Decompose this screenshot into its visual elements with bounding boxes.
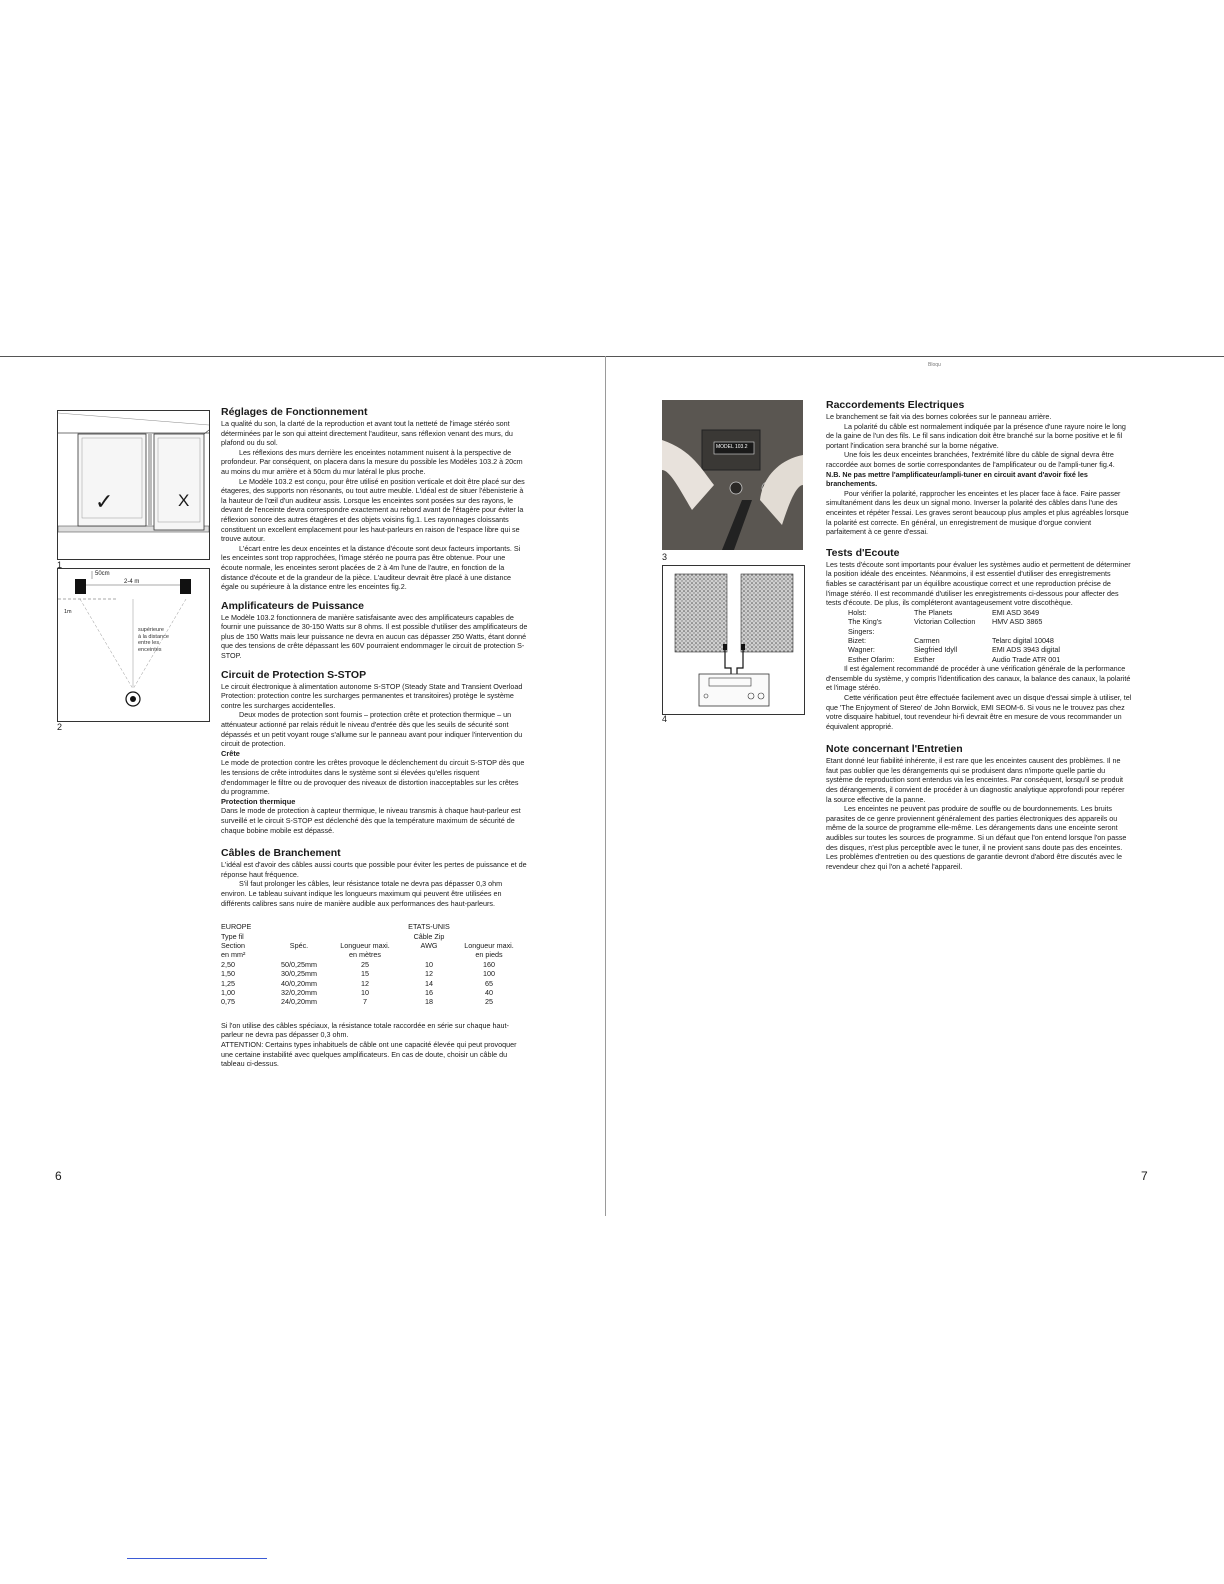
table-row: Esther Ofarim: Esther Audio Trade ATR 001 <box>848 654 1061 664</box>
paragraph: Le mode de protection contre les crêtes provoque le déclenchement du circuit S-STOP dès que les tensions de crête introduites dans le système sont si élevées qu'elles risquent d'endommager le filtre ou de provoquer des niveaux de distortion inacceptables sur les crêtes du programme. <box>221 758 525 797</box>
distance-note: supérieure à la distance entre les enceintes <box>138 627 169 653</box>
paragraph: Les enceintes ne peuvent pas produire de souffle ou de bourdonnements. Les bruits parasites de ce genre proviennent généralement des parties électroniques des appareils ou même de la source de programme elle-même. Les dérangements dans une enceinte seront audibles sur toutes les sources de programme. Si un défaut que l'on entend lorsque l'on passe des disques, n'est plus perceptible avec le tuner, il ne provient sans doute pas des enceintes. Les problèmes d'entretien ou des questions de garantie devront d'abord être discutés avec le revendeur chez qui l'on a acheté l'appareil. <box>826 804 1127 871</box>
section-title-raccordements: Raccordements Electriques <box>826 399 965 411</box>
table-row: The King's Singers: Victorian Collection HMV ASD 3865 <box>848 617 1043 636</box>
wiring-diagram <box>663 566 804 714</box>
paragraph: La polarité du câble est normalement indiquée par la présence d'une rayure noire le long de la gaine de l'un des fils. Le fil sans indication doit être branché sur la borne positive et le fil portant l'indication sera branché sur la borne négative. <box>826 421 1126 450</box>
table-row: 1,50 30/0,25mm 15 12 100 <box>221 969 495 979</box>
paragraph: Une fois les deux enceintes branchées, l'extrémité libre du câble de signal devra être raccordée aux bornes de sortie correspondantes de l'amplificateur ou de l'ampli-tuner fig.4. <box>826 450 1115 469</box>
paragraph: Le circuit électronique à alimentation autonome S-STOP (Steady State and Transient Overload Protection: protection contre les surcharges permanentes et transitoires) protège le système contre les surcharges accidentelles. <box>221 681 523 710</box>
table-row: 1,25 40/0,20mm 12 14 65 <box>221 978 493 988</box>
dim-1m: 1m <box>64 609 72 615</box>
top-mark: Bloqu <box>928 362 941 368</box>
table-row: Holst: The Planets EMI ASD 3649 <box>848 607 1040 617</box>
paragraph: Pour vérifier la polarité, rapprocher les enceintes et les placer face à face. Faire passer simultanément dans les deux un signal mono. Inverser la polarité des câbles dans l'une des enceintes et répéter l'essai. Les graves seront beaucoup plus amples et plus agréables lorsque la polarité est correcte. En général, un enregistrement de musique d'orgue convient parfaitement à ce genre d'essai. <box>826 488 1129 537</box>
model-plate: MODEL 103.2 <box>716 444 748 450</box>
subheading-crete: Crête <box>221 748 240 758</box>
dim-50cm: 50cm <box>95 571 110 577</box>
paragraph: Le Modèle 103.2 est conçu, pour être utilisé en position verticale et doit être placé sur des étageres, des supports non résonants, ou tout autre meuble. L'idéal est de situer l'ébenisterie à la hauteur de l'œil d'un auditeur assis. Lorsque les enceintes sont posées sur des rayons, le devant de l'enceinte devra correspondre exactement au rebord avant de l'étagère pour éviter la réflexion sonore des autres étagères et des objets voisins fig.1. Les rayonnages cloissants constituent un excellent emplacement pour les haut-parleurs en raison de l'espace libre qui se trouve autour. <box>221 476 525 544</box>
paragraph: L'écart entre les deux enceintes et la distance d'écoute sont deux facteurs importants. Si les enceintes sont trop rapprochées, l'image stéréo ne pourra pas être obtenue. Pour une écoute normale, les enceintes seront placées de 2 à 4m l'une de l'autre, en fonction de la distance d'écoute et de la grandeur de la pièce. L'auditeur devrait être placé à une distance égale ou supérieure à la distance entre les enceintes fig.2. <box>221 543 521 592</box>
paragraph: Deux modes de protection sont fournis – protection crête et protection thermique – un atténuateur actionné par relais réduit le niveau d'entrée dès que les seuils de sécurité sont dépassés et un petit voyant rouge s'allume sur le panneau avant pour indiquer l'intervention du circuit de protection. <box>221 710 523 749</box>
figure-4 <box>662 565 805 715</box>
figure-4-number: 4 <box>662 714 668 724</box>
paragraph: La qualité du son, la clarté de la reproduction et avant tout la netteté de l'image stéréo sont déterminées par le son qui atteint directement l'auditeur, sans réflexion venant des murs, du plafond ou du sol. <box>221 419 513 448</box>
paragraph: Les réflexions des murs derrière les enceintes notamment nuisent à la perspective de profondeur. Par conséquent, on placera dans la mesure du possible les Modèles 103.2 à 20cm au moins du mur arrière et à 50cm du mur latéral le plus proche. <box>221 447 523 476</box>
section-title-amplificateurs: Amplificateurs de Puissance <box>221 599 364 612</box>
page-top-rule <box>0 356 1224 357</box>
section-title-entretien: Note concernant l'Entretien <box>826 743 963 756</box>
paragraph: Le branchement se fait via des bornes colorées sur le panneau arrière. <box>826 412 1052 421</box>
section-title-cables: Câbles de Branchement <box>221 847 341 860</box>
blue-underline <box>127 1558 267 1559</box>
check-mark-icon: ✓ <box>95 489 114 514</box>
paragraph: Dans le mode de protection à capteur thermique, le niveau transmis à chaque haut-parleur est surveillé et le circuit S-STOP est déclenché dès que la température maximum de sécurité de chaque bobine mobile est dépassé. <box>221 806 521 835</box>
paragraph: Cette vérification peut être effectuée facilement avec un disque d'essai simple à utiliser, tel que 'The Enjoyment of Stereo' de John Borwick, EMI SEOM-6. Si vous ne le trouvez pas chez votre disquaire habituel, tout revendeur hi-fi devrait être en mesure de vous recommander un équivalent approprié. <box>826 692 1132 731</box>
right-column <box>826 399 1132 871</box>
table-row: Wagner: Siegfried Idyll EMI ADS 3943 digital <box>848 645 1060 655</box>
page-number-left: 6 <box>55 1169 62 1183</box>
figure-2 <box>57 568 210 722</box>
page-number-right: 7 <box>1141 1169 1148 1183</box>
figure-3-photo <box>662 400 803 550</box>
section-title-tests: Tests d'Ecoute <box>826 546 900 559</box>
paragraph: L'idéal est d'avoir des câbles aussi courts que possible pour éviter les pertes de puissance et de réponse haut fréquence. <box>221 860 527 879</box>
paragraph: S'il faut prolonger les câbles, leur résistance totale ne devra pas dépasser 0,3 ohm environ. Le tableau suivant indique les longueurs maximum qui peuvent être utilisées en différents calibres sans nuire de manière audible aux performances des haut-parleurs. <box>221 879 503 908</box>
paragraph: Le Modèle 103.2 fonctionnera de manière satisfaisante avec des amplificateurs capables de fournir une puissance de 30-150 Watts sur 8 ohms. Il est possible d'utiliser des amplificateurs de plus de 150 Watts mais leur puissance ne devra en aucun cas dépasser 250 Watts, étant donné que des tensions de crête dépassant les 60V pourraient endommager le circuit de protection S-STOP. <box>221 612 528 661</box>
dim-2-4m: 2-4 m <box>124 579 140 585</box>
paragraph: Les tests d'écoute sont importants pour évaluer les systèmes audio et permettent de déterminer la position idéale des enceintes. Néanmoins, il est essentiel d'utiliser des enregistrements fiables se caractérisant par un équilibre acoustique correct et une reproduction précise de l'image stéréo. Il est recommandé d'utiliser les enregistrements ci-dessous pour affecter des tests d'écoute. De plus, ils compléteront avantageusement votre discothèque. <box>826 559 1131 608</box>
figure-2-number: 2 <box>57 722 63 732</box>
placement-diagram <box>58 569 209 721</box>
left-column <box>221 406 528 1069</box>
recordings-table <box>838 608 1066 664</box>
table-row: 1,00 32/0,20mm 10 16 40 <box>221 987 493 997</box>
paragraph: Etant donné leur fiabilité inhérente, il est rare que les enceintes causent des problèmes. Il ne faut pas oublier que les dérangements qui se produisent dans n'importe quelle partie du système de reproduction sont entendus via les enceintes. Par conséquent, lorsqu'il se produit des dérangements, il convient de procéder à un diagnostic analytique approfondi pour repérer la source effective de la panne. <box>826 756 1125 804</box>
paragraph: Il est également recommandé de procéder à une vérification générale de la performance d'ensemble du système, y compris l'identification des canaux, la balance des canaux, la polarité et l'image stéréo. <box>826 664 1131 693</box>
subheading-thermique: Protection thermique <box>221 796 296 806</box>
figure-1 <box>57 410 210 560</box>
paragraph: ATTENTION: Certains types inhabituels de câble ont une capacité élevée qui peut provoquer une certaine instabilité avec quelques amplificateurs. En cas de doute, choisir un câble du tableau ci-dessus. <box>221 1039 517 1069</box>
figure-1-number: 1 <box>57 560 63 570</box>
warning-note: N.B. Ne pas mettre l'amplificateur/ampli-tuner en circuit avant d'avoir fixé les branchements. <box>826 469 1088 489</box>
shelf-illustration <box>58 411 209 559</box>
figure-3-number: 3 <box>662 552 668 562</box>
section-title-reglages: Réglages de Fonctionnement <box>221 406 368 418</box>
paragraph: Si l'on utilise des câbles spéciaux, la résistance totale raccordée en série sur chaque haut-parleur ne devra pas dépasser 0,3 ohm. <box>221 1020 509 1040</box>
section-title-sstop: Circuit de Protection S-STOP <box>221 668 367 681</box>
table-row: 2,50 50/0,25mm 25 10 160 <box>221 959 495 969</box>
page-fold <box>605 356 606 1216</box>
cable-table: EUROPE ETATS-UNIS Type fil Câble Zip Section Spéc. Longueur maxi. AWG Longueur maxi. en mm² en mètres en pieds 2,50 50/0,25mm 25 10 160 1,50 30/0,25mm 15 12 100 1,25 40/0,20mm 12 14 65 1,00 32/0,20mm 10 16 40 0,75 24/0,20mm 7 18 25 <box>221 922 521 1007</box>
table-row: Bizet: Carmen Telarc digital 10048 <box>848 635 1054 645</box>
table-row: 0,75 24/0,20mm 7 18 25 <box>221 997 493 1007</box>
cross-mark-icon: X <box>178 491 190 510</box>
